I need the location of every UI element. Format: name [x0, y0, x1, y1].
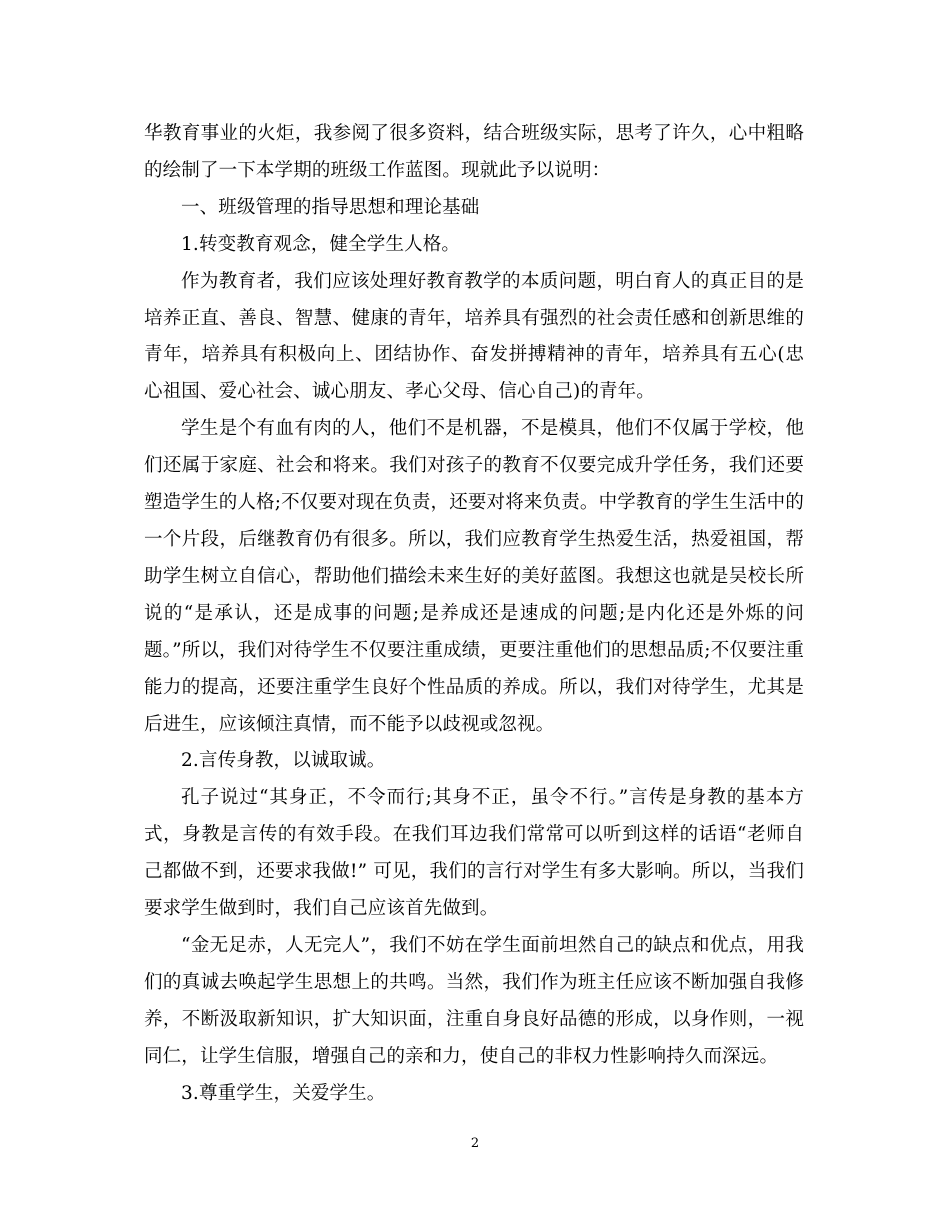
- paragraph-no-perfect-person: “金无足赤，人无完人”，我们不妨在学生面前坦然自己的缺点和优点，用我们的真诚去唤起学生思想上的共鸣。当然，我们作为班主任应该不断加强自我修养，不断汲取新知识，扩大知识面，注重自身良好品德的形成，以身作则，一视同仁，让学生信服，增强自己的亲和力，使自己的非权力性影响持久而深远。: [144, 934, 804, 1067]
- paragraph-educator-role: 作为教育者，我们应该处理好教育教学的本质问题，明白育人的真正目的是培养正直、善良、智慧、健康的青年，培养具有强烈的社会责任感和创新思维的青年，培养具有积极向上、团结协作、奋发拼搏精神的青年，培养具有五心(忠心祖国、爱心社会、诚心朋友、孝心父母、信心自己)的青年。: [144, 270, 804, 403]
- subheading-3: 3.尊重学生，关爱学生。: [181, 1082, 386, 1104]
- subheading-2: 2.言传身教，以诚取诚。: [181, 750, 386, 772]
- section-heading-1: 一、班级管理的指导思想和理论基础: [181, 196, 480, 218]
- paragraph-student-nature: 学生是个有血有肉的人，他们不是机器，不是模具，他们不仅属于学校，他们还属于家庭、社会和将来。我们对孩子的教育不仅要完成升学任务，我们还要塑造学生的人格;不仅要对现在负责，还要对将来负责。中学教育的学生生活中的一个片段，后继教育仍有很多。所以，我们应教育学生热爱生活，热爱祖国，帮助学生树立自信心，帮助他们描绘未来生好的美好蓝图。我想这也就是吴校长所说的“是承认，还是成事的问题;是养成还是速成的问题;是内化还是外烁的问题。”所以，我们对待学生不仅要注重成绩，更要注重他们的思想品质;不仅要注重能力的提高，还要注重学生良好个性品质的养成。所以，我们对待学生，尤其是后进生，应该倾注真情，而不能予以歧视或忽视。: [144, 418, 804, 735]
- paragraph-confucius: 孔子说过“其身正，不令而行;其身不正，虽令不行。”言传是身教的基本方式，身教是言传的有效手段。在我们耳边我们常常可以听到这样的话语“老师自己都做不到，还要求我做!” 可见，我们的言行对学生有多大影响。所以，当我们要求学生做到时，我们自己应该首先做到。: [144, 787, 804, 920]
- subheading-1: 1.转变教育观念，健全学生人格。: [181, 233, 461, 255]
- paragraph-continuation: 华教育事业的火炬，我参阅了很多资料，结合班级实际，思考了许久，心中粗略的绘制了一下本学期的班级工作蓝图。现就此予以说明：: [144, 123, 804, 181]
- page-number: 2: [470, 1136, 480, 1151]
- document-body: [144, 116, 804, 1112]
